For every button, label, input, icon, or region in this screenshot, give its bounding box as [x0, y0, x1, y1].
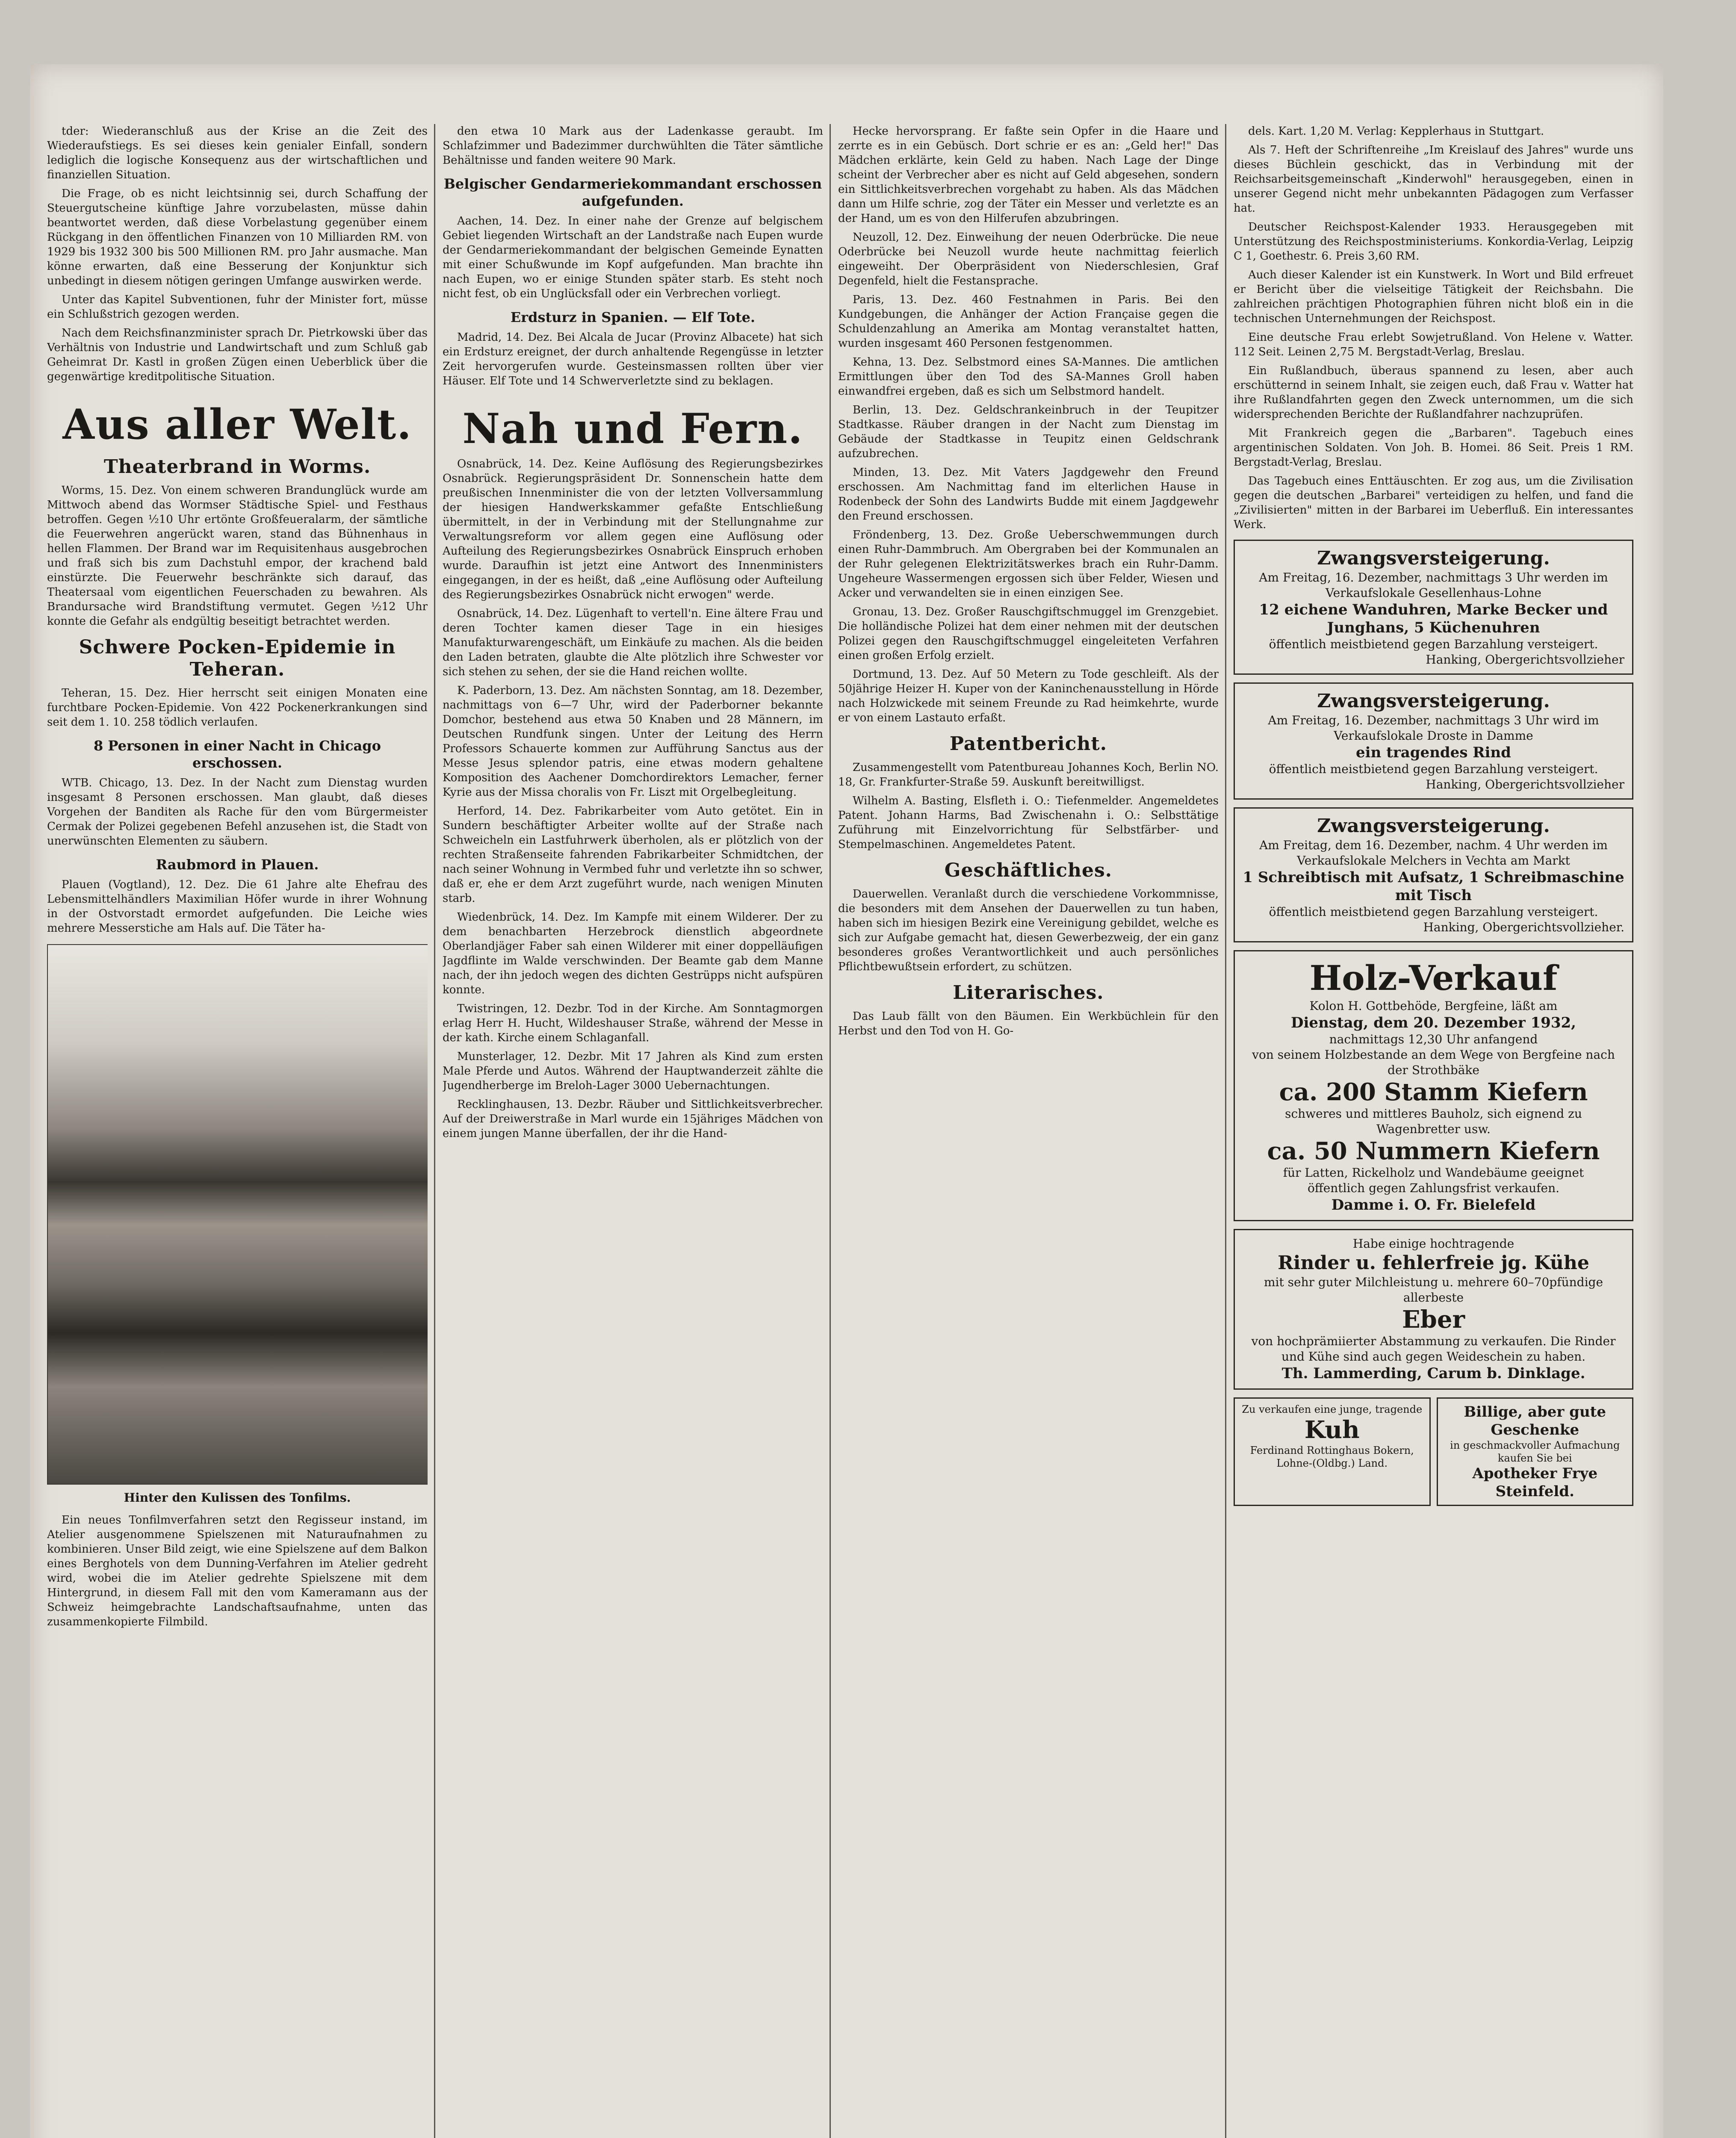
paragraph: Gronau, 13. Dez. Großer Rauschgiftschmuggel im Grenzgebiet. Die holländische Polizei hat dem einer nehmen mit der deutschen Polizei gegen den Rauschgiftschmuggel eingeleiteten Verfahren einen großen Erfolg erzielt. — [838, 605, 1219, 662]
section-heading: Geschäftliches. — [944, 859, 1113, 881]
ad-item: 1 Schreibtisch mit Aufsatz, 1 Schreibmaschine mit Tisch — [1243, 869, 1624, 904]
ad-text: von seinem Holzbestande an dem Wege von Bergfeine nach der Strothbäke — [1252, 1048, 1615, 1077]
ad-item: ein tragendes Rind — [1356, 744, 1511, 761]
ad-signature: Th. Lammerding, Carum b. Dinklage. — [1281, 1365, 1585, 1382]
paragraph: Kehna, 13. Dez. Selbstmord eines SA-Mannes. Die amtlichen Ermittlungen über den Tod des SA-Mannes Groll haben einwandfrei ergeben, daß es sich um Selbstmord handelt. — [838, 356, 1219, 398]
article-heading: Erdsturz in Spanien. — Elf Tote. — [510, 309, 756, 325]
paragraph: Wilhelm A. Basting, Elsfleth i. O.: Tiefenmelder. Angemeldetes Patent. Johann Harms, Bad Zwischenahn i. O.: Selbsttätige Zuführung mit Einzelvorrichtung für Selbstfärber- und Stempelmaschinen. Angemeldetes Patent. — [838, 794, 1219, 851]
paragraph: Zusammengestellt vom Patentbureau Johannes Koch, Berlin NO. 18, Gr. Frankfurter-Straße 59. Auskunft bereitwilligst. — [838, 761, 1219, 788]
ad-item: ca. 50 Nummern Kiefern — [1267, 1137, 1600, 1165]
paragraph: Herford, 14. Dez. Fabrikarbeiter vom Auto getötet. Ein in Sundern beschäftigter Arbeiter wollte auf der Straße nach Schweicheln ein Lastfuhrwerk überholen, als er plötzlich von der rechten Straßenseite fahrenden Fabrikarbeiter Schmidtchen, der nach seiner Wohnung in Vermbed fuhr und verletzte ihn so schwer, daß er, ehe er dem Arzt zugeführt wurde, nach wenigen Minuten starb. — [443, 805, 823, 905]
ad-title: Billige, aber gute Geschenke — [1464, 1403, 1606, 1438]
ad-text: öffentlich meistbietend gegen Barzahlung versteigert. — [1269, 637, 1598, 651]
ad-title: Kuh — [1304, 1416, 1360, 1444]
paragraph: Neuzoll, 12. Dez. Einweihung der neuen Oderbrücke. Die neue Oderbrücke bei Neuzoll wurde heute nachmittag feierlich eingeweiht. Der Oberpräsident von Niederschlesien, Graf Degenfeld, hielt die Festansprache. — [838, 231, 1219, 287]
paragraph: Osnabrück, 14. Dez. Lügenhaft to vertell'n. Eine ältere Frau und deren Tochter kamen dieser Tage in ein hiesiges Manufakturwarengeschäft, um Einkäufe zu machen. Als die beiden den Laden betraten, glaubte die Alte plötzlich ihre Schwester vor sich stehen zu sehen, der sie die Hand reichen wollte. — [443, 607, 823, 678]
paragraph: Das Tagebuch eines Enttäuschten. Er zog aus, um die Zivilisation gegen die deutschen „Barbarei" verteidigen zu helfen, und fand die „Zivilisierten" mitten in der Barbarei im Ueberfluß. Ein interessantes Werk. — [1234, 475, 1633, 531]
ad-signature: Ferdinand Rottinghaus Bokern, Lohne-(Oldbg.) Land. — [1250, 1444, 1414, 1469]
paragraph: Wiedenbrück, 14. Dez. Im Kampfe mit einem Wilderer. Der zu dem benachbarten Herzebrock dienstlich abgeordnete Oberlandjäger Faber sah einen Wilderer mit einer doppelläufigen Jagdflinte im Walde verschwinden. Der Beamte gab dem Manne nach, der ihn jedoch wegen des dichten Gestrüpps nicht aufspüren konnte. — [443, 911, 823, 996]
paragraph: Fröndenberg, 13. Dez. Große Ueberschwemmungen durch einen Ruhr-Dammbruch. Am Obergraben bei der Kommunalen an der Ruhr gelegenen Elektrizitätswerkes brach ein Ruhr-Damm. Ungeheure Wassermengen ergossen sich über Felder, Wiesen und Acker und verwandelten sie in einen einzigen See. — [838, 529, 1219, 599]
column-1 — [47, 124, 428, 2138]
column-3 — [838, 124, 1219, 2138]
article-heading: Belgischer Gendarmeriekommandant erschossen aufgefunden. — [443, 176, 822, 209]
column-2 — [443, 124, 823, 2138]
ad-title: Zwangsversteigerung. — [1317, 547, 1550, 569]
ad-text: von hochprämiierter Abstammung zu verkaufen. Die Rinder und Kühe sind auch gegen Weideschein zu haben. — [1251, 1334, 1616, 1364]
paragraph: WTB. Chicago, 13. Dez. In der Nacht zum Dienstag wurden insgesamt 8 Personen erschossen. Man glaubt, daß dieses Vorgehen der Banditen als Rache für den vom Bürgermeister Cermak der Polizei gegebenen Befehl anzusehen ist, die Stadt von unerwünschten Elementen zu säubern. — [47, 777, 428, 848]
paragraph: Als 7. Heft der Schriftenreihe „Im Kreislauf des Jahres" wurde uns dieses Büchlein geschickt, das in Verbindung mit der Reichsarbeitsgemeinschaft „Kinderwohl" herausgegeben, einen in unserer Gegend nicht mehr unbekannten Pädagogen zum Verfasser hat. — [1234, 144, 1633, 215]
paragraph: Osnabrück, 14. Dez. Keine Auflösung des Regierungsbezirkes Osnabrück. Regierungspräsident Dr. Sonnenschein hatte dem preußischen Innenminister die von der letzten Vollversammlung der hiesigen Handwerkskammer gefaßte Entschließung übermittelt, in der in Verbindung mit der Stellungnahme zur Verwaltungsreform vor allem gegen eine Auflösung oder Aufteilung des Regierungsbezirkes Osnabrück Einspruch erhoben wurde. Daraufhin ist jetzt eine Antwort des Innenministers eingegangen, in der es heißt, daß „eine Auflösung oder Aufteilung des Regierungsbezirkes Osnabrück nicht erwogen" werde. — [443, 458, 823, 601]
ad-title: Zwangsversteigerung. — [1317, 690, 1550, 712]
ad-text: Am Freitag, 16. Dezember, nachmittags 3 Uhr werden im Verkaufslokale Gesellenhaus-Lohne — [1259, 570, 1608, 600]
paragraph: Hecke hervorsprang. Er faßte sein Opfer in die Haare und zerrte es in ein Gebüsch. Dort schrie er es an: „Geld her!" Das Mädchen erklärte, kein Geld zu haben. Nach Lage der Dinge scheint der Verbrecher aber es nicht auf Geld abgesehen, sondern ein Sittlichkeitsverbrechen vorgehabt zu haben. Als das Mädchen dann um Hilfe schrie, zog der Täter ein Messer und verletzte es an der Hand, um es von den Hilferufen abzubringen. — [838, 125, 1219, 225]
paragraph: Munsterlager, 12. Dezbr. Mit 17 Jahren als Kind zum ersten Male Pferde und Autos. Während der Hauptwanderzeit zählte die Jugendherberge im Breloh-Lager 3000 Uebernachtungen. — [443, 1050, 823, 1092]
cattle-ad — [1234, 1229, 1633, 1390]
column-4 — [1234, 124, 1633, 2138]
paragraph: Unter das Kapitel Subventionen, fuhr der Minister fort, müsse ein Schlußstrich gezogen werden. — [47, 293, 428, 321]
wood-sale-ad — [1234, 950, 1633, 1221]
paragraph: Das Laub fällt von den Bäumen. Ein Werkbüchlein für den Herbst und den Tod von H. Go- — [838, 1010, 1219, 1037]
paragraph: Nach dem Reichsfinanzminister sprach Dr. Pietrkowski über das Verhältnis von Industrie und Landwirtschaft und zum Schluß gab Geheimrat Dr. Kastl in großen Zügen einen Ueberblick über die gegenwärtige kreditpolitische Situation. — [47, 327, 428, 383]
newspaper-page — [30, 64, 1663, 2138]
ad-text: nachmittags 12,30 Uhr anfangend — [1329, 1032, 1538, 1046]
ad-text: schweres und mittleres Bauholz, sich eignend zu Wagenbretter usw. — [1285, 1107, 1582, 1136]
paragraph: Deutscher Reichspost-Kalender 1933. Herausgegeben mit Unterstützung des Reichspostministeriums. Konkordia-Verlag, Leipzig C 1, Goethestr. 6. Preis 3,60 RM. — [1234, 221, 1633, 263]
paragraph: Ein Rußlandbuch, überaus spannend zu lesen, aber auch erschütternd in seinem Inhalt, sie zeigen euch, daß Frau v. Watter hat ihre Rußlandfahrten gegen den Zweck unternommen, um die sich widersprechenden Berichte der Rußlandfahrer nachzuprüfen. — [1234, 364, 1633, 421]
ad-title: Zwangsversteigerung. — [1317, 815, 1550, 837]
paragraph: Plauen (Vogtland), 12. Dez. Die 61 Jahre alte Ehefrau des Lebensmittelhändlers Maximilian Höfer wurde in ihrer Wohnung in der Ostvorstadt ermordet aufgefunden. Die Leiche wies mehrere Messerstiche am Hals auf. Die Täter ha- — [47, 878, 428, 935]
ad-text: Am Freitag, 16. Dezember, nachmittags 3 Uhr wird im Verkaufslokale Droste in Damme — [1268, 713, 1599, 743]
paragraph: Recklinghausen, 13. Dezbr. Räuber und Sittlichkeitsverbrecher. Auf der Dreiwerstraße in Marl wurde ein 15jähriges Mädchen von einem jungen Manne überfallen, der ihr die Hand- — [443, 1098, 823, 1140]
article-heading: Raubmord in Plauen. — [156, 856, 319, 873]
ad-text: öffentlich gegen Zahlungsfrist verkaufen. — [1307, 1181, 1560, 1195]
ad-signature: Hanking, Obergerichtsvollzieher — [1426, 777, 1624, 791]
auction-ad — [1234, 540, 1633, 675]
ad-text: öffentlich meistbietend gegen Barzahlung versteigert. — [1269, 762, 1598, 776]
paragraph: Madrid, 14. Dez. Bei Alcala de Jucar (Provinz Albacete) hat sich ein Erdsturz ereignet, der durch anhaltende Regengüsse in letzter Zeit hervorgerufen wurde. Gesteinsmassen rollten über vier Häuser. Elf Tote und 14 Schwerverletzte sind zu beklagen. — [443, 331, 823, 387]
ad-item: Eber — [1402, 1305, 1465, 1334]
paragraph: Paris, 13. Dez. 460 Festnahmen in Paris. Bei den Kundgebungen, die Anhänger der Action Française gegen die Schuldenzahlung an Amerika am Montag veranstaltet hatten, wurden insgesamt 460 Personen festgenommen. — [838, 293, 1219, 350]
paragraph: Teheran, 15. Dez. Hier herrscht seit einigen Monaten eine furchtbare Pocken-Epidemie. Von 422 Pockenerkrankungen sind seit dem 1. 10. 258 tödlich verlaufen. — [47, 687, 428, 729]
paragraph: Ein neues Tonfilmverfahren setzt den Regisseur instand, im Atelier ausgenommene Spielszenen mit Naturaufnahmen zu kombinieren. Unser Bild zeigt, wie eine Spielszene auf dem Balkon eines Berghotels von dem Dunning-Verfahren im Atelier gedreht wird, wobei die im Atelier gedrehte Spielszene mit dem Hintergrund, in diesem Fall mit den vom Kameramann aus der Schweiz heimgebrachte Landschaftsaufnahme, unten das zusammenkopierte Filmbild. — [47, 1514, 428, 1628]
small-ads-row — [1234, 1397, 1633, 1506]
article-heading: 8 Personen in einer Nacht in Chicago erschossen. — [94, 738, 381, 771]
ad-text: öffentlich meistbietend gegen Barzahlung versteigert. — [1269, 905, 1598, 919]
ad-signature: Hanking, Obergerichtsvollzieher — [1426, 653, 1624, 667]
auction-ad — [1234, 807, 1633, 942]
paragraph: Dauerwellen. Veranlaßt durch die verschiedene Vorkommnisse, die besonders mit dem Ansehen der Dauerwellen zu tun haben, haben sich im hiesigen Bezirk eine Vereinigung gebildet, welche es sich zur Aufgabe gemacht hat, diesen Gewerbezweig, der ein ganz besonderes großes Verantwortlichkeit und auch persönliches Pflichtbewußtsein erfordert, zu schützen. — [838, 888, 1219, 973]
paragraph: K. Paderborn, 13. Dez. Am nächsten Sonntag, am 18. Dezember, nachmittags von 6—7 Uhr, wird der Paderborner bekannte Domchor, bestehend aus etwa 50 Knaben und 28 Männern, im Deutschen Rundfunk singen. Unter der Leitung des Herrn Professors Schauerte kommen zur Aufführung Sanctus aus der Messe Jesus splendor patris, eine etwas modern gehaltene Komposition des Aachener Domchordirektors Lemacher, ferner Kyrie aus der Missa choralis von Fr. Liszt mit Orgelbegleitung. — [443, 684, 823, 799]
cow-ad — [1234, 1397, 1431, 1506]
paragraph: dels. Kart. 1,20 M. Verlag: Kepplerhaus in Stuttgart. — [1248, 125, 1544, 138]
paragraph: Dortmund, 13. Dez. Auf 50 Metern zu Tode geschleift. Als der 50jährige Heizer H. Kuper von der Kaninchenausstellung in Hörde nach Holzwickede mit seinem Freunde zu Rad heimkehrte, wurde er von einem Lastauto erfaßt. — [838, 668, 1219, 724]
ad-signature: Apotheker Frye Steinfeld. — [1472, 1465, 1598, 1500]
article-heading: Theaterbrand in Worms. — [103, 456, 371, 478]
paragraph: Minden, 13. Dez. Mit Vaters Jagdgewehr den Freund erschossen. Am Nachmittag fand im elterlichen Hause in Rodenbeck der Sohn des Landwirts Budde mit einem Jagdgewehr den Freund erschossen. — [838, 466, 1219, 523]
ad-item: 12 eichene Wanduhren, Marke Becker und Junghans, 5 Küchenuhren — [1259, 601, 1608, 636]
gift-ad — [1437, 1397, 1634, 1506]
auction-ad — [1234, 682, 1633, 800]
section-heading: Literarisches. — [953, 982, 1104, 1004]
column-rule — [434, 124, 435, 2138]
ad-text: Kolon H. Gottbehöde, Bergfeine, läßt am — [1309, 999, 1558, 1013]
ad-item: ca. 200 Stamm Kiefern — [1279, 1078, 1588, 1106]
ad-text: Am Freitag, dem 16. Dezember, nachm. 4 Uhr werden im Verkaufslokale Melchers in Vechta am Markt — [1259, 838, 1608, 868]
column-rule — [830, 124, 831, 2138]
ad-text: Habe einige hochtragende — [1352, 1237, 1515, 1251]
ad-signature: Hanking, Obergerichtsvollzieher. — [1423, 920, 1624, 934]
paragraph: den etwa 10 Mark aus der Ladenkasse geraubt. Im Schlafzimmer und Badezimmer durchwühlten die Täter sämtliche Behältnisse und fanden weitere 90 Mark. — [443, 125, 823, 167]
ad-signature: Damme i. O. Fr. Bielefeld — [1331, 1196, 1536, 1214]
paragraph: tder: Wiederanschluß aus der Krise an die Zeit des Wiederaufstiegs. Es sei dieses kein genialer Einfall, sondern lediglich die logische Konsequenz aus der wirtschaftlichen und finanziellen Situation. — [47, 125, 428, 181]
paragraph: Die Frage, ob es nicht leichtsinnig sei, durch Schaffung der Steuergutscheine künftige Jahre vorzubelasten, müsse dahin beantwortet werden, daß diese Vorbelastung gegenüber einem Rückgang in den öffentlichen Finanzen von 10 Milliarden RM. von 1929 bis 1932 300 bis 500 Millionen RM. pro Jahr ausmache. Man könne erwarten, daß eine Besserung der Konjunktur sich unbedingt in diesem nötigen geringen Umfange auswirken werde. — [47, 187, 428, 287]
article-heading: Schwere Pocken-Epidemie in Teheran. — [79, 636, 396, 680]
section-heading: Patentbericht. — [949, 733, 1107, 755]
ad-date: Dienstag, dem 20. Dezember 1932, — [1291, 1014, 1576, 1031]
ad-text: in geschmackvoller Aufmachung kaufen Sie bei — [1450, 1439, 1620, 1464]
paragraph: Berlin, 13. Dez. Geldschrankeinbruch in der Teupitzer Stadtkasse. Räuber drangen in der Nacht zum Dienstag im Gebäude der Stadtkasse in Teupitz einen Geldschrank aufzubrechen. — [838, 404, 1219, 460]
ad-title: Holz-Verkauf — [1309, 958, 1558, 998]
column-rule — [1225, 124, 1226, 2138]
paragraph: Eine deutsche Frau erlebt Sowjetrußland. Von Helene v. Watter. 112 Seit. Leinen 2,75 M. Bergstadt-Verlag, Breslau. — [1234, 331, 1633, 358]
paragraph: Twistringen, 12. Dezbr. Tod in der Kirche. Am Sonntagmorgen erlag Herr H. Hucht, Wildeshauser Straße, während der Messe in der kath. Kirche einem Schlaganfall. — [443, 1002, 823, 1044]
section-heading: Nah und Fern. — [462, 405, 803, 453]
ad-text: mit sehr guter Milchleistung u. mehrere 60–70pfündige allerbeste — [1264, 1275, 1603, 1305]
ad-title: Rinder u. fehlerfreie jg. Kühe — [1278, 1252, 1589, 1274]
ad-text: Zu verkaufen eine junge, tragende — [1242, 1403, 1423, 1415]
paragraph: Mit Frankreich gegen die „Barbaren". Tagebuch eines argentinischen Soldaten. Von Joh. B. Homei. 86 Seit. Preis 1 RM. Bergstadt-Verlag, Breslau. — [1234, 427, 1633, 469]
paragraph: Aachen, 14. Dez. In einer nahe der Grenze auf belgischem Gebiet liegenden Wirtschaft an der Landstraße nach Eupen wurde der Gendarmeriekommandant der belgischen Gemeinde Eynatten mit einer Schußwunde im Kopf aufgefunden. Man brachte ihn nach Eupen, wo er einige Stunden später starb. Es steht noch nicht fest, ob ein Unglücksfall oder ein Verbrechen vorliegt. — [443, 215, 823, 300]
paragraph: Auch dieser Kalender ist ein Kunstwerk. In Wort und Bild erfreuet er Bericht über die vielseitige Tätigkeit der Reichsbahn. Die zahlreichen prächtigen Photographien führen nicht bloß ein in die technischen Unternehmungen der Reichspost. — [1234, 269, 1633, 325]
film-photo — [47, 944, 428, 1485]
paragraph: Worms, 15. Dez. Von einem schweren Brandunglück wurde am Mittwoch abend das Wormser Städtische Spiel- und Festhaus betroffen. Gegen ½10 Uhr ertönte Großfeueralarm, der sämtliche die Feuerwehren angerückt waren, stand das Bühnenhaus in hellen Flammen. Der Brand war im Requisitenhaus ausgebrochen und fraß sich bis zum Dachstuhl empor, der krachend bald einstürzte. Die Feuerwehr beschränkte sich darauf, das Theatersaal vom eigentlichen Feuerschaden zu bewahren. Als Brandursache wird Brandstiftung vermutet. Gegen ½12 Uhr konnte die Gefahr als endgültig beseitigt betrachtet werden. — [47, 484, 428, 628]
ad-text: für Latten, Rickelholz und Wandebäume geeignet — [1283, 1166, 1584, 1180]
photo-caption: Hinter den Kulissen des Tonfilms. — [124, 1491, 351, 1505]
section-heading: Aus aller Welt. — [62, 400, 412, 449]
